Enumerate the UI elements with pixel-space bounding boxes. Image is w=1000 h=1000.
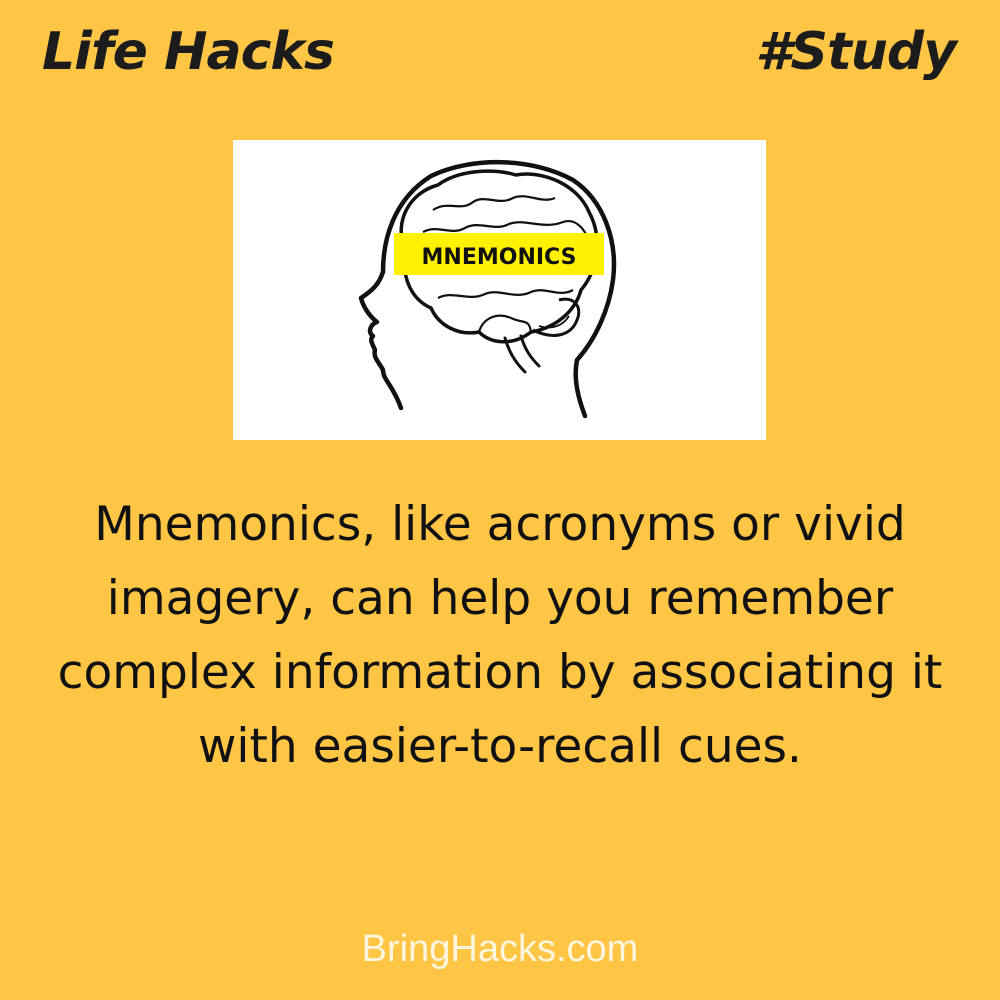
hack-description: Mnemonics, like acronyms or vivid imagery, can help you remember complex information by associating it with easier-to-recall cues. bbox=[57, 497, 943, 774]
mnemonics-label: MNEMONICS bbox=[421, 245, 577, 270]
brand-title: Life Hacks bbox=[42, 22, 334, 82]
head-brain-icon bbox=[233, 140, 766, 440]
mnemonics-illustration bbox=[233, 140, 766, 440]
hashtag-label: #Study bbox=[755, 22, 956, 82]
site-footer: BringHacks.com bbox=[361, 928, 639, 970]
